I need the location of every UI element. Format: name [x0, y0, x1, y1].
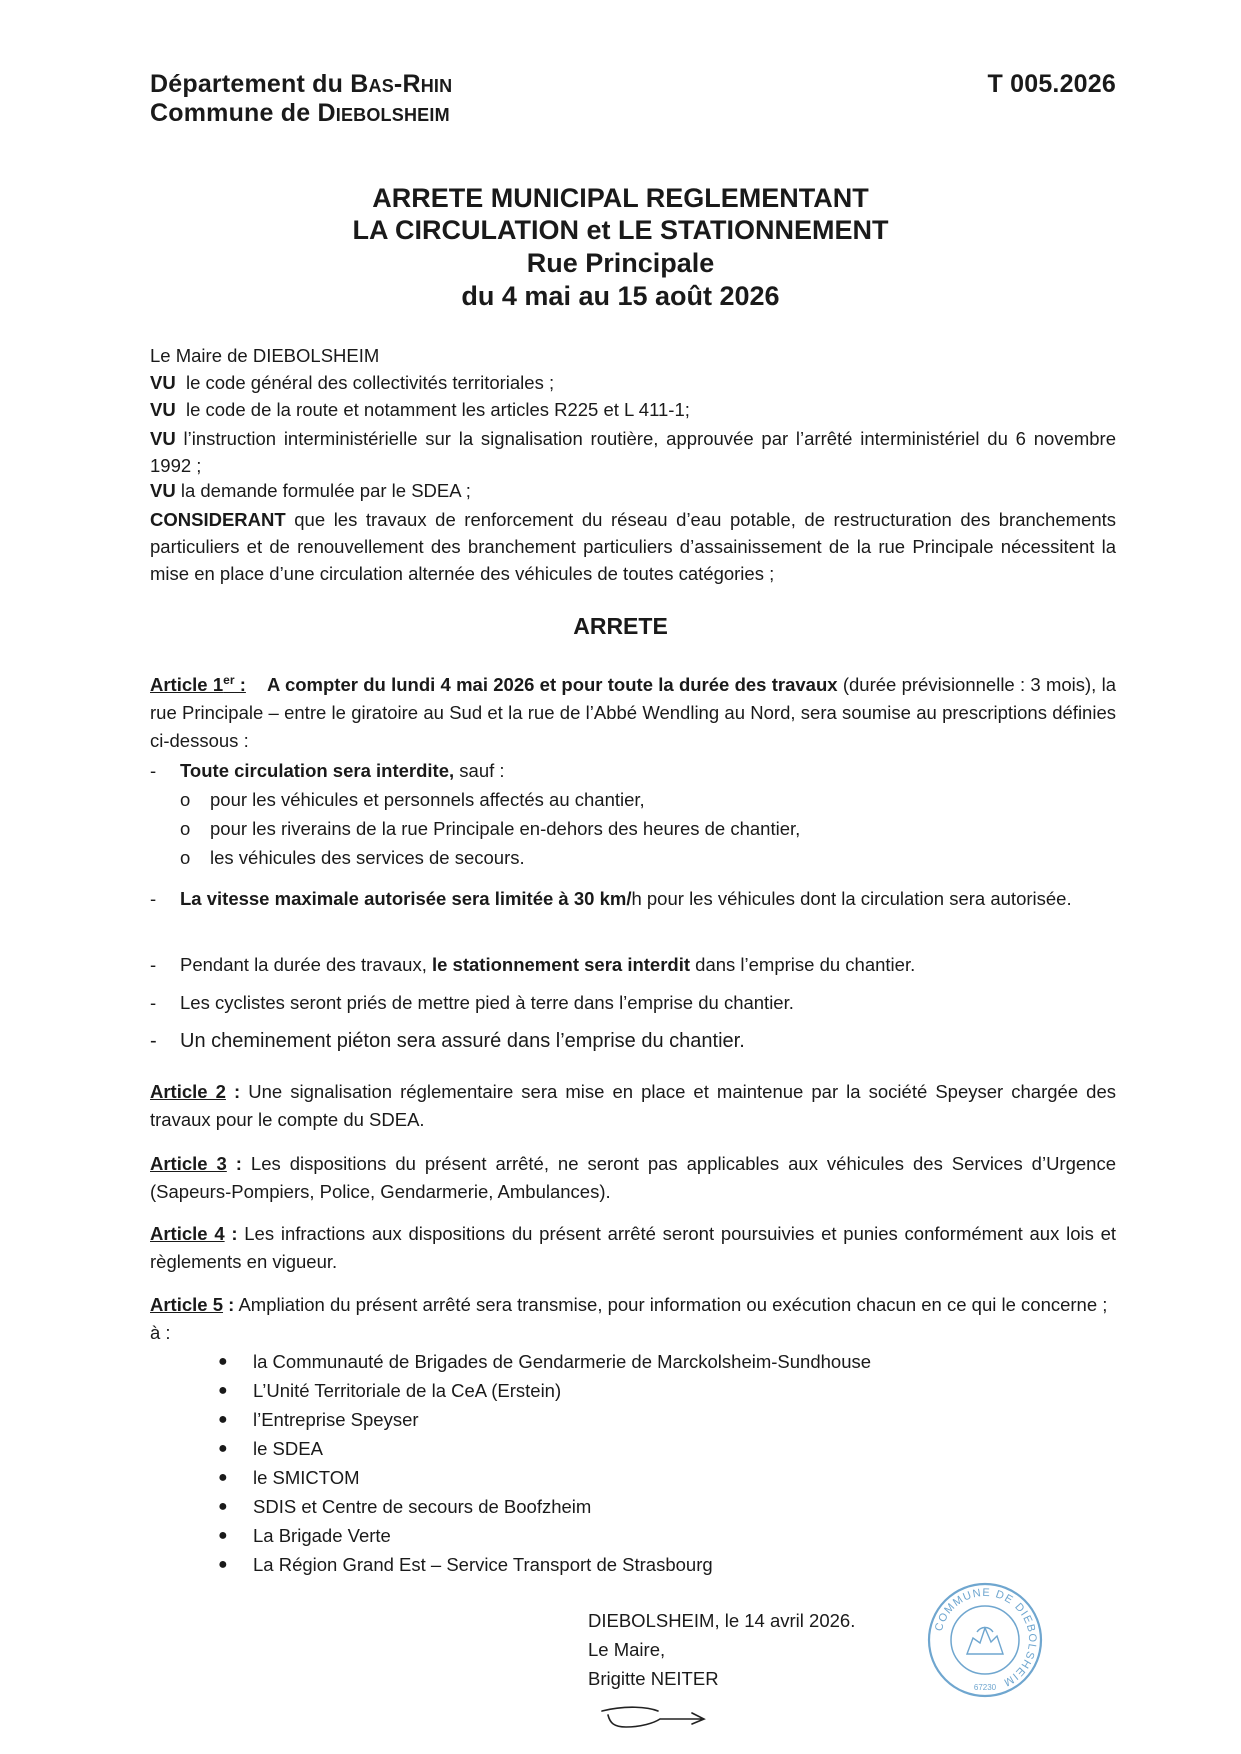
- bullet-icon: ●: [218, 1527, 228, 1544]
- article-1-intro: Article 1er : A compter du lundi 4 mai 2026 et pour toute la durée des travaux (durée prévisionnelle : 3 mois), la rue Principale – entre le giratoire au Sud et la rue de l’Abbé Wendling au Nord, sera soumise au prescriptions définies ci-dessous :: [150, 673, 1116, 752]
- department-line: Département du Bas-Rhin: [150, 70, 453, 98]
- bullet-icon: ●: [218, 1382, 228, 1399]
- title-line-4: du 4 mai au 15 août 2026: [461, 281, 780, 311]
- bullet-icon: ●: [218, 1440, 228, 1457]
- list-item: ● L’Unité Territoriale de la CeA (Erstein): [218, 1380, 562, 1401]
- list-item: ● le SMICTOM: [218, 1467, 360, 1488]
- list-item: ● l’Entreprise Speyser: [218, 1409, 419, 1430]
- vu-line-3: VU l’instruction interministérielle sur la signalisation routière, approuvée par l’arrêté interministériel du 6 novembre 1992 ;: [150, 428, 1117, 476]
- article-1-sub-1: o pour les véhicules et personnels affectés au chantier,: [180, 789, 645, 810]
- circle-bullet-icon: o: [180, 818, 191, 839]
- list-item: ● La Région Grand Est – Service Transport de Strasbourg: [218, 1554, 713, 1575]
- article-2: Article 2 : Une signalisation réglementaire sera mise en place et maintenue par la société Speyser chargée des travaux pour le compte du SDEA.: [150, 1081, 1116, 1130]
- list-item: ● SDIS et Centre de secours de Boofzheim: [218, 1496, 592, 1517]
- signer-name: Brigitte NEITER: [588, 1668, 719, 1689]
- bullet-icon: ●: [218, 1498, 228, 1515]
- article-1-item-1: - Toute circulation sera interdite, sauf :: [150, 760, 505, 781]
- article-1-item-4: - Les cyclistes seront priés de mettre pied à terre dans l’emprise du chantier.: [150, 992, 794, 1013]
- title-line-1: ARRETE MUNICIPAL REGLEMENTANT: [372, 183, 869, 213]
- maire-line: Le Maire de DIEBOLSHEIM: [150, 345, 380, 366]
- title-line-3: Rue Principale: [526, 248, 715, 278]
- article-1-item-3: - Pendant la durée des travaux, le stationnement sera interdit dans l’emprise du chantier.: [150, 954, 916, 975]
- commune-line: Commune de Diebolsheim: [150, 99, 450, 127]
- handwritten-signature: [596, 1697, 716, 1741]
- signer-role: Le Maire,: [588, 1639, 666, 1660]
- bullet-icon: ●: [218, 1353, 228, 1370]
- seal-text: COMMUNE DE DIEBOLSHEIM: [932, 1586, 1039, 1689]
- municipal-seal-icon: [925, 1580, 1045, 1700]
- article-1-sub-2: o pour les riverains de la rue Principale en-dehors des heures de chantier,: [180, 818, 801, 839]
- article-5: Article 5 : Ampliation du présent arrêté sera transmise, pour information ou exécution chacun en ce qui le concerne ; à :: [150, 1294, 1108, 1343]
- reference-number: T 005.2026: [987, 70, 1116, 98]
- vu-line-4: VU la demande formulée par le SDEA ;: [150, 480, 471, 501]
- preamble: [150, 344, 1116, 587]
- article-1-label: Article 1er :: [150, 673, 246, 696]
- signature-block: [588, 1606, 855, 1693]
- bullet-icon: ●: [218, 1469, 228, 1486]
- article-1-item-5: - Un cheminement piéton sera assuré dans l’emprise du chantier.: [150, 1030, 745, 1052]
- article-1-sub-3: o les véhicules des services de secours.: [180, 847, 525, 868]
- article-3: Article 3 : Les dispositions du présent arrêté, ne seront pas applicables aux véhicules des Services d’Urgence (Sapeurs-Pompiers, Police, Gendarmerie, Ambulances).: [150, 1153, 1117, 1202]
- seal-postcode: 67230: [973, 1683, 997, 1692]
- article-4: Article 4 : Les infractions aux dispositions du présent arrêté seront poursuivies et punies conformément aux lois et règlements en vigueur.: [150, 1223, 1117, 1272]
- bullet-icon: ●: [218, 1411, 228, 1428]
- bullet-icon: ●: [218, 1556, 228, 1573]
- circle-bullet-icon: o: [180, 847, 191, 868]
- vu-line-1: VU le code général des collectivités territoriales ;: [150, 372, 555, 393]
- circle-bullet-icon: o: [180, 789, 191, 810]
- list-item: ● la Communauté de Brigades de Gendarmerie de Marckolsheim-Sundhouse: [218, 1351, 872, 1372]
- list-item: ● La Brigade Verte: [218, 1525, 391, 1546]
- place-date: DIEBOLSHEIM, le 14 avril 2026.: [588, 1610, 856, 1631]
- considerant: CONSIDERANT que les travaux de renforcement du réseau d’eau potable, de restructuration des branchements particuliers et de renouvellement des branchement particuliers d’assainissement de la rue Principale nécessitent la mise en place d’une circulation alternée des véhicules de toutes catégories ;: [150, 509, 1117, 584]
- article-1-item-2: - La vitesse maximale autorisée sera limitée à 30 km/h pour les véhicules dont la circulation sera autorisée.: [150, 888, 1072, 909]
- vu-line-2: VU le code de la route et notamment les articles R225 et L 411-1;: [150, 399, 690, 420]
- title-line-2: LA CIRCULATION et LE STATIONNEMENT: [352, 215, 889, 245]
- list-item: ● le SDEA: [218, 1438, 323, 1459]
- arrete-heading: ARRETE: [573, 613, 668, 639]
